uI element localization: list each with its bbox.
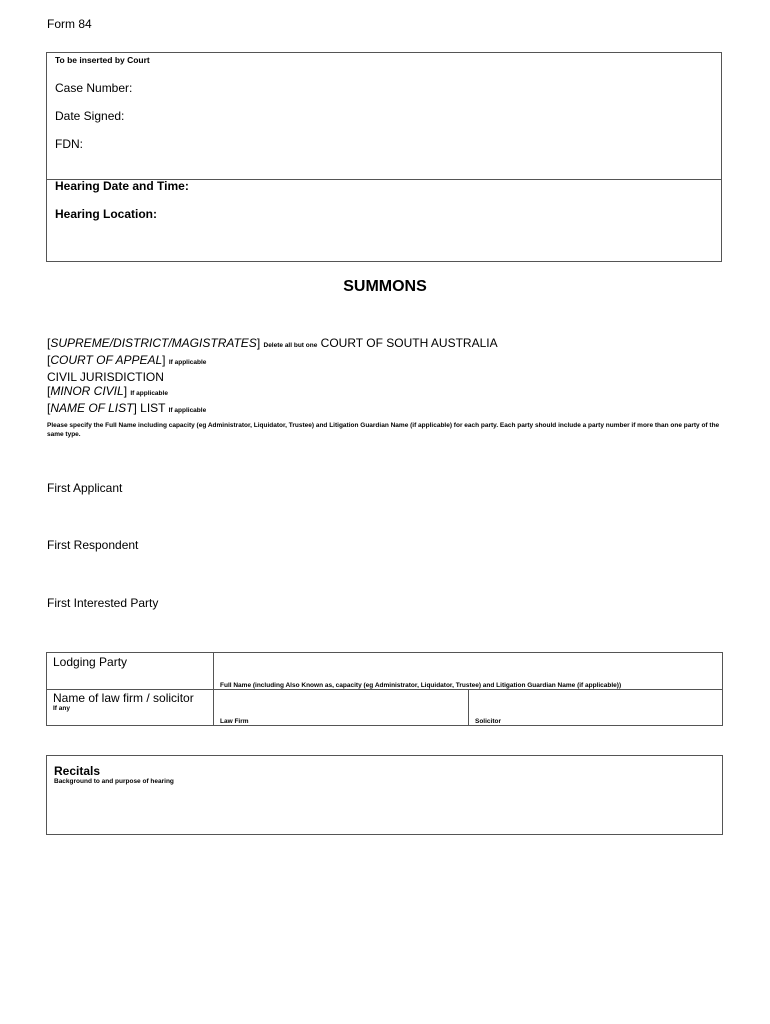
court-box-header: To be inserted by Court [55, 55, 150, 65]
recitals-subtitle: Background to and purpose of hearing [54, 778, 174, 785]
first-respondent-label: First Respondent [47, 538, 139, 552]
court-suffix: COURT OF SOUTH AUSTRALIA [320, 336, 498, 350]
bracket: [ [47, 336, 51, 350]
law-firm-caption: Law Firm [220, 718, 249, 725]
court-line-1 [47, 336, 498, 353]
list-suffix: ] LIST [133, 401, 166, 415]
solicitor-caption: Solicitor [475, 718, 502, 725]
first-applicant-label: First Applicant [47, 481, 123, 495]
bracket: ] [162, 353, 166, 367]
recitals-box [46, 755, 723, 835]
case-number-label: Case Number: [55, 81, 133, 95]
applicable-note: If applicable [130, 390, 168, 397]
if-any-note: If any [53, 705, 70, 712]
bracket: ] [123, 384, 128, 398]
lodging-party-label: Lodging Party [53, 655, 128, 669]
party-instruction: Please specify the Full Name including capacity (eg Administrator, Liquidator, Trustee) and Litigation Guardian Name (if applicable) for each party. Each party should include a party number if more than one party of the same type. [47, 422, 720, 438]
lodging-party-table [46, 652, 723, 726]
bracket: ] [256, 336, 261, 350]
recitals-title: Recitals [54, 764, 101, 778]
court-line-3: CIVIL JURISDICTION [47, 370, 164, 384]
court-of-appeal: COURT OF APPEAL [50, 353, 163, 367]
name-of-list: NAME OF LIST [50, 401, 134, 415]
court-line-5 [47, 401, 498, 418]
court-line-4 [47, 384, 498, 401]
court-name-options: SUPREME/DISTRICT/MAGISTRATES [50, 336, 257, 350]
court-use-box [46, 52, 722, 262]
bracket: [ [47, 353, 51, 367]
court-note: Delete all but one [263, 342, 318, 349]
first-interested-party-label: First Interested Party [47, 596, 159, 610]
fdn-label: FDN: [55, 137, 83, 151]
law-firm-solicitor-label: Name of law firm / solicitor [53, 691, 194, 705]
date-signed-label: Date Signed: [55, 109, 125, 123]
applicable-note: If applicable [168, 407, 207, 414]
hearing-location-label: Hearing Location: [55, 207, 158, 221]
minor-civil: MINOR CIVIL [50, 384, 124, 398]
court-line-2 [47, 353, 498, 370]
form-number: Form 84 [47, 17, 92, 31]
applicable-note: If applicable [168, 359, 207, 366]
page-title: SUMMONS [343, 278, 427, 295]
full-name-caption: Full Name (including Also Known as, capacity (eg Administrator, Liquidator, Trustee) and Litigation Guardian Name (if applicable)) [220, 682, 622, 689]
hearing-date-time-label: Hearing Date and Time: [55, 179, 189, 193]
table-divider [47, 689, 722, 690]
bracket: [ [47, 401, 51, 415]
court-heading [47, 336, 498, 418]
table-divider [468, 689, 469, 725]
bracket: [ [47, 384, 51, 398]
